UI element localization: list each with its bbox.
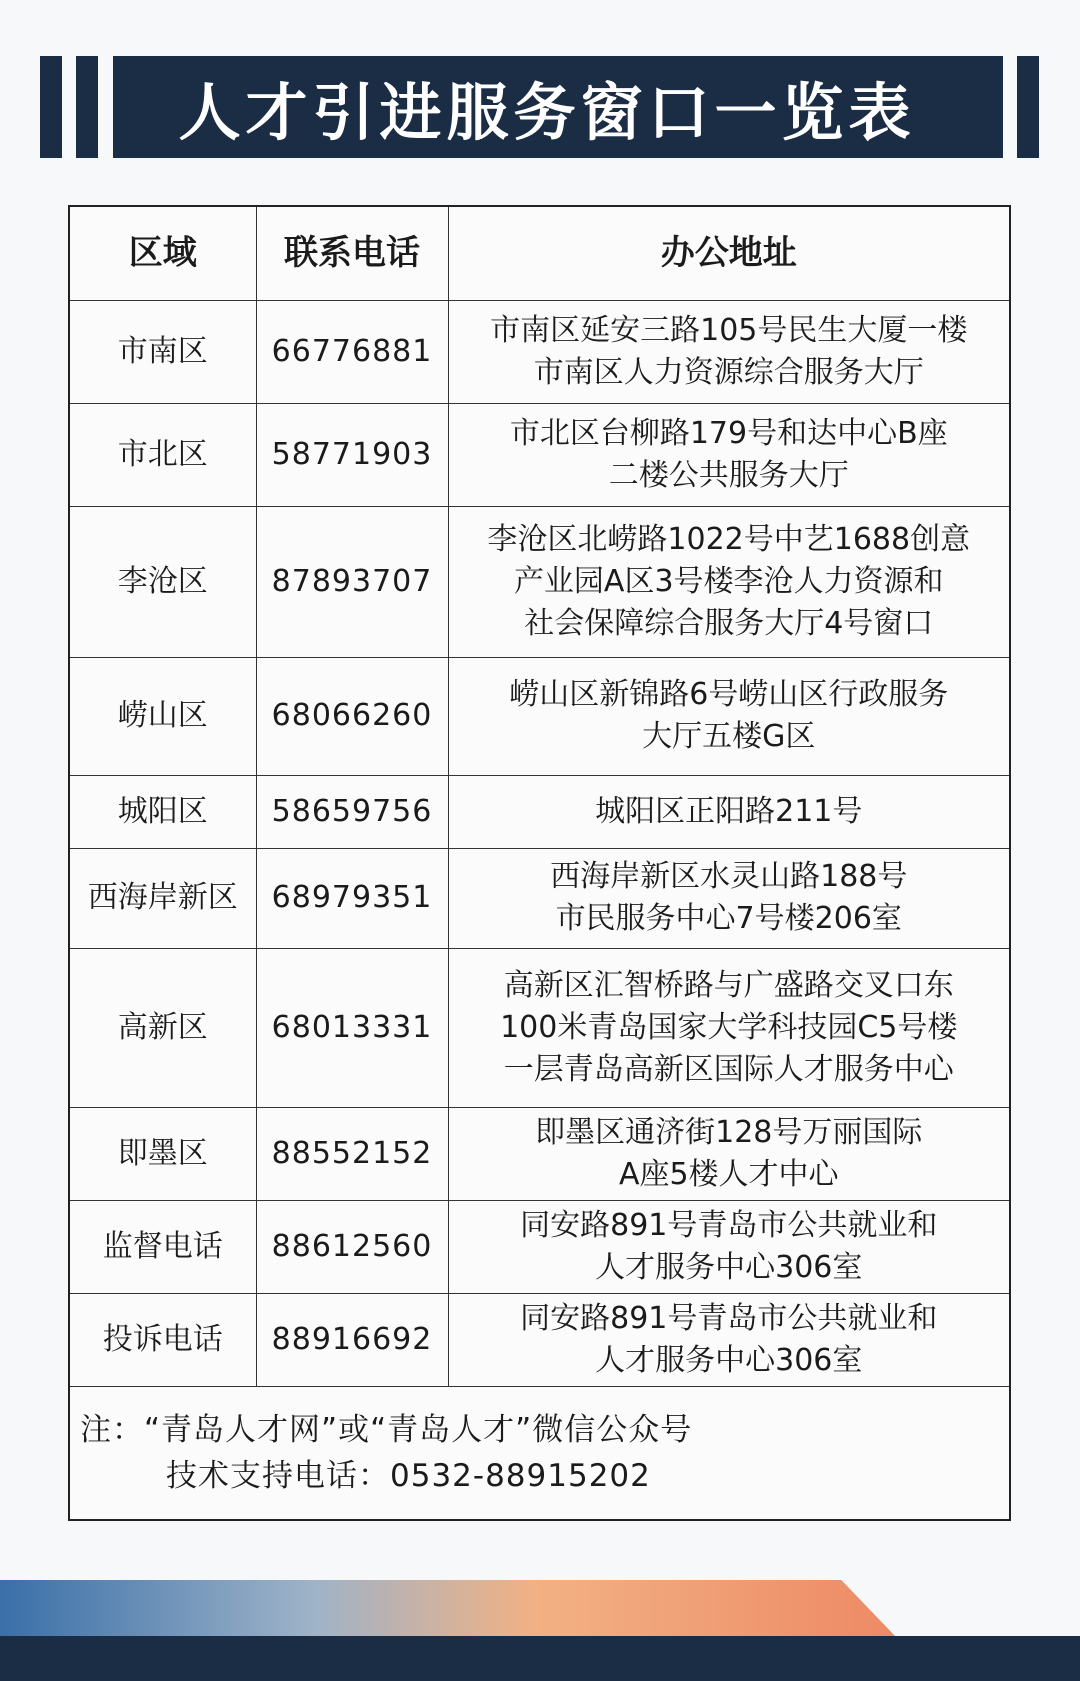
gradient-stripe: [0, 1580, 895, 1636]
address-cell: [448, 506, 1009, 657]
address-line: 同安路891号青岛市公共就业和: [520, 1207, 938, 1243]
address-cell: [448, 948, 1009, 1107]
address-cell: [448, 1293, 1009, 1386]
phone-cell: 68013331: [256, 948, 448, 1107]
address-cell: [448, 403, 1009, 506]
address-line: 西海岸新区水灵山路188号: [550, 859, 908, 894]
table-row: [70, 848, 1009, 948]
region-cell: 西海岸新区: [70, 848, 256, 948]
region-cell: 崂山区: [70, 657, 256, 775]
support-phone-line: 技术支持电话：0532-88915202: [166, 1457, 651, 1494]
table-header-row: [70, 207, 1009, 300]
region-cell: 监督电话: [70, 1200, 256, 1293]
table-row: [70, 1293, 1009, 1386]
region-cell: 市北区: [70, 403, 256, 506]
address-line: 大厅五楼G区: [642, 719, 816, 754]
banner-stripe-left-outer: [40, 56, 62, 158]
address-line: 产业园A区3号楼李沧人力资源和: [513, 563, 944, 599]
address-cell: [448, 1200, 1009, 1293]
banner-stripe-right-inner: [981, 56, 1003, 158]
address-cell: [448, 775, 1009, 848]
phone-cell: 88552152: [256, 1107, 448, 1200]
region-cell: 城阳区: [70, 775, 256, 848]
phone-cell: 88612560: [256, 1200, 448, 1293]
address-cell: [448, 1107, 1009, 1200]
table-row: [70, 775, 1009, 848]
table-row: [70, 657, 1009, 775]
header-region: 区域: [70, 207, 256, 300]
address-line: 社会保障综合服务大厅4号窗口: [524, 605, 934, 641]
address-line: 即墨区通济街128号万丽国际: [535, 1114, 923, 1150]
address-line: 市北区台柳路179号和达中心B座: [509, 415, 948, 451]
region-cell: 高新区: [70, 948, 256, 1107]
phone-cell: 58771903: [256, 403, 448, 506]
region-cell: 李沧区: [70, 506, 256, 657]
phone-cell: 68066260: [256, 657, 448, 775]
address-line: 李沧区北崂路1022号中艺1688创意: [487, 521, 971, 557]
banner-stripe-right-outer: [1017, 56, 1039, 158]
table-row: [70, 1200, 1009, 1293]
table-row: [70, 300, 1009, 403]
address-line: 人才服务中心306室: [595, 1342, 863, 1378]
address-cell: [448, 300, 1009, 403]
address-line: 一层青岛高新区国际人才服务中心: [503, 1051, 954, 1087]
region-cell: 即墨区: [70, 1107, 256, 1200]
address-line: 高新区汇智桥路与广盛路交叉口东: [503, 967, 954, 1003]
address-line: 市民服务中心7号楼206室: [555, 901, 902, 936]
phone-cell: 68979351: [256, 848, 448, 948]
service-window-table: [68, 205, 1011, 1521]
region-cell: 投诉电话: [70, 1293, 256, 1386]
title-banner: [0, 56, 1080, 158]
table-row: [70, 403, 1009, 506]
table-row: [70, 1107, 1009, 1200]
address-line: 城阳区正阳路211号: [595, 793, 863, 829]
banner-stripe-left-inner: [76, 56, 98, 158]
table-row: [70, 506, 1009, 657]
footnote-line-1: 注：“青岛人才网”或“青岛人才”微信公众号: [80, 1411, 693, 1448]
page-title: 人才引进服务窗口一览表: [113, 56, 981, 158]
address-line: 市南区延安三路105号民生大厦一楼: [490, 312, 968, 348]
footer-band: [0, 1636, 1080, 1681]
footnote: [70, 1387, 1009, 1499]
address-line: 市南区人力资源综合服务大厅: [533, 354, 924, 390]
phone-cell: 66776881: [256, 300, 448, 403]
address-line: 崂山区新锦路6号崂山区行政服务: [509, 677, 949, 712]
header-phone: 联系电话: [256, 207, 448, 300]
address-line: 同安路891号青岛市公共就业和: [520, 1300, 938, 1336]
phone-cell: 58659756: [256, 775, 448, 848]
address-line: 100米青岛国家大学科技园C5号楼: [500, 1009, 958, 1045]
address-cell: [448, 848, 1009, 948]
header-address: 办公地址: [448, 207, 1009, 300]
phone-cell: 88916692: [256, 1293, 448, 1386]
address-line: A座5楼人才中心: [618, 1156, 839, 1192]
address-cell: [448, 657, 1009, 775]
region-cell: 市南区: [70, 300, 256, 403]
phone-cell: 87893707: [256, 506, 448, 657]
address-line: 二楼公共服务大厅: [608, 457, 849, 493]
table-row: [70, 948, 1009, 1107]
address-line: 人才服务中心306室: [595, 1249, 863, 1285]
